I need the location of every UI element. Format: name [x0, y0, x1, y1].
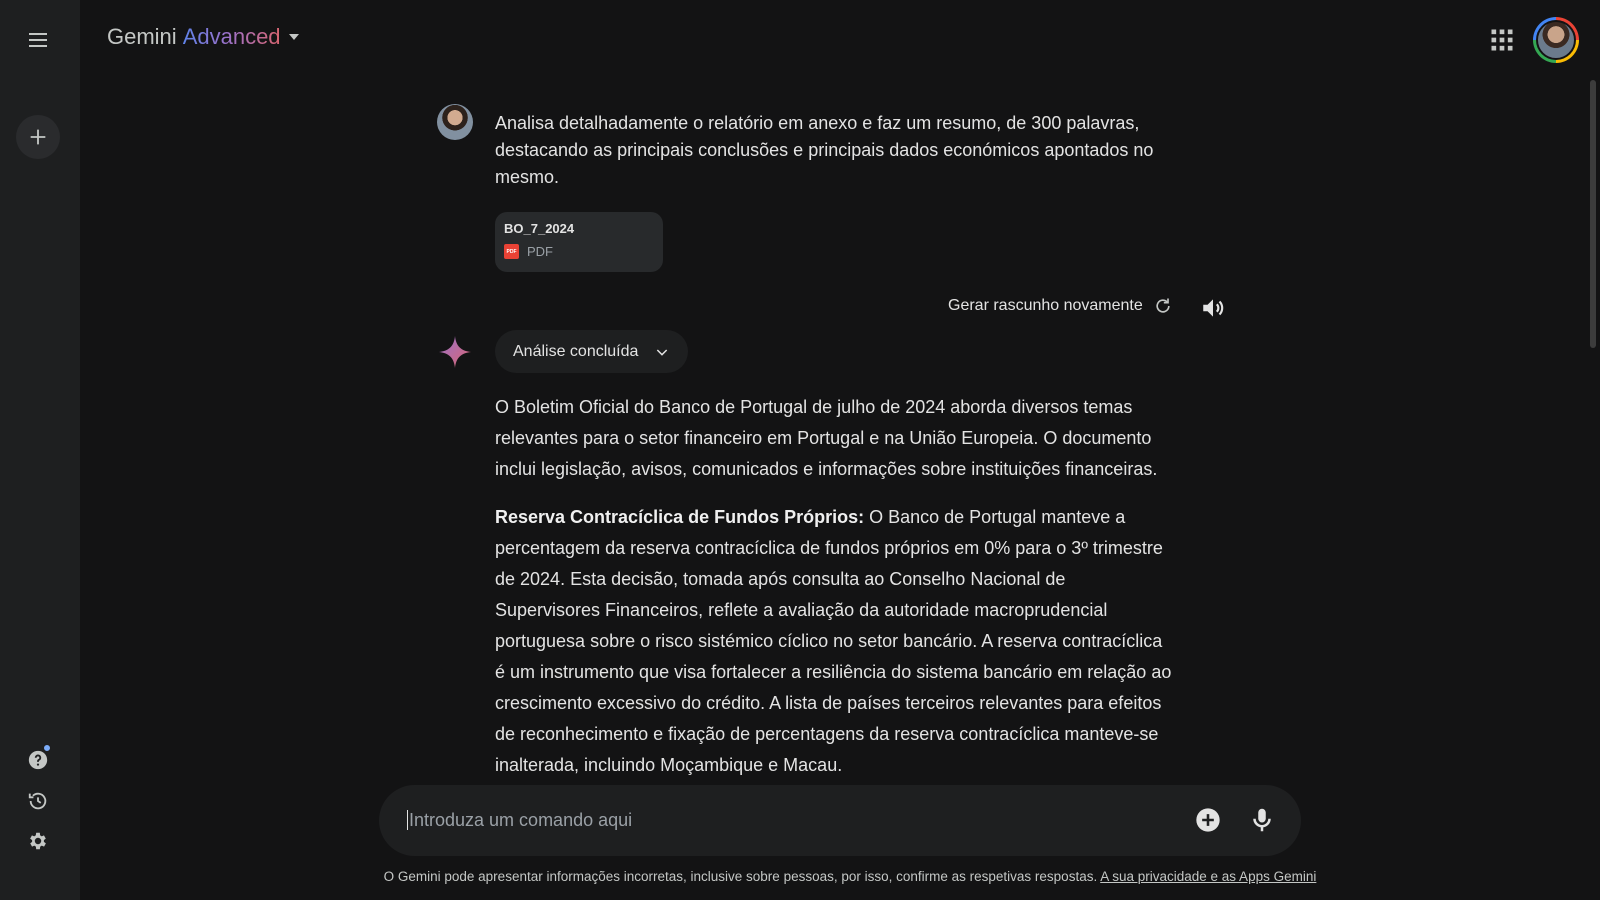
gemini-sparkle-icon [437, 334, 473, 370]
attachment-type-row [504, 244, 654, 259]
scrollbar[interactable] [1590, 80, 1596, 348]
account-avatar[interactable] [1533, 17, 1579, 63]
response-section-heading: Reserva Contracíclica de Fundos Próprios: [495, 507, 865, 527]
main-menu-button[interactable] [18, 20, 58, 60]
model-switcher[interactable] [107, 24, 301, 50]
plus-icon [27, 126, 49, 148]
model-response [495, 392, 1175, 798]
history-icon [27, 790, 49, 812]
text-caret [407, 810, 408, 830]
caret-down-icon [287, 30, 301, 44]
gear-icon [27, 830, 49, 852]
analysis-status-label: Análise concluída [513, 342, 639, 360]
regenerate-label: Gerar rascunho novamente [948, 297, 1143, 314]
refresh-icon [1153, 296, 1173, 316]
activity-button[interactable] [18, 781, 58, 821]
sidebar [0, 0, 80, 900]
prompt-input[interactable] [407, 801, 1157, 839]
response-section [495, 502, 1175, 781]
notification-dot [43, 744, 51, 752]
pdf-icon: PDF [504, 244, 519, 259]
prompt-box [379, 785, 1301, 856]
disclaimer-text: O Gemini pode apresentar informações incorretas, inclusive sobre pessoas, por isso, confirme as respetivas respostas. [383, 869, 1101, 884]
menu-icon [26, 28, 50, 52]
user-avatar [437, 104, 473, 140]
response-section-body: O Banco de Portugal manteve a percentagem da reserva contracíclica de fundos próprios em 0% para o 3º trimestre de 2024. Esta decisão, tomada após consulta ao Conselho Nacional de Supervisores Financeiros, reflete a avaliação da autoridade macroprudencial portuguesa sobre o risco sistémico cíclico no setor bancário. A reserva contracíclica é um instrumento que visa fortalecer a resiliência do sistema bancário em relação ao crescimento excessivo do crédito. A lista de países terceiros relevantes para efeitos de reconhecimento e fixação de percentagens da reserva contracíclica manteve-se inalterada, incluindo Moçambique e Macau. [495, 507, 1172, 775]
speaker-icon[interactable] [1200, 295, 1226, 321]
response-intro: O Boletim Oficial do Banco de Portugal de julho de 2024 aborda diversos temas relevantes para o setor financeiro em Portugal e na União Europeia. O documento inclui legislação, avisos, comunicados e informações sobre instituições financeiras. [495, 397, 1158, 479]
tier-name: Advanced [182, 24, 281, 49]
disclaimer-footer [0, 869, 1600, 884]
brand-name: Gemini [107, 24, 177, 49]
privacy-link[interactable]: A sua privacidade e as Apps Gemini [1100, 869, 1317, 884]
chevron-down-icon [654, 344, 670, 360]
apps-grid-icon[interactable] [1488, 26, 1516, 54]
account-avatar-image [1536, 20, 1576, 60]
regenerate-button[interactable] [948, 296, 1173, 316]
user-prompt: Analisa detalhadamente o relatório em anexo e faz um resumo, de 300 palavras, destacando as principais conclusões e principais dados económicos apontados no mesmo. [495, 113, 1154, 187]
attachment-name: BO_7_2024 [504, 221, 575, 236]
attachment-type: PDF [527, 244, 553, 259]
new-chat-button[interactable] [16, 115, 60, 159]
add-attachment-icon[interactable] [1194, 806, 1222, 834]
microphone-icon[interactable] [1247, 805, 1277, 835]
help-icon [27, 749, 49, 771]
attachment-card[interactable] [495, 212, 663, 272]
analysis-status-toggle[interactable] [495, 330, 688, 373]
help-button[interactable] [18, 740, 58, 780]
settings-button[interactable] [18, 821, 58, 861]
